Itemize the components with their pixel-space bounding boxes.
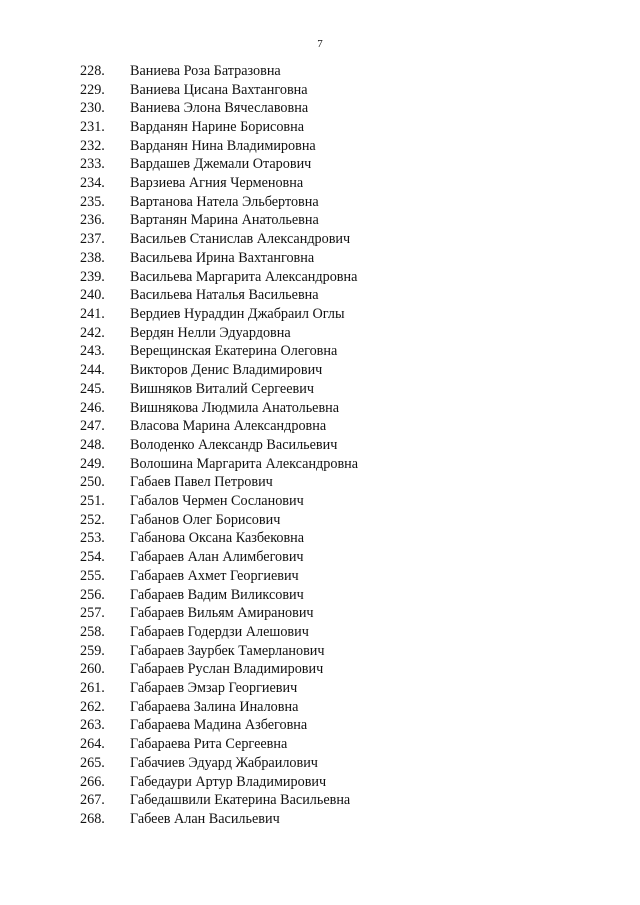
list-item-number: 235.	[80, 193, 105, 210]
list-item	[80, 249, 358, 268]
list-item-number: 255.	[80, 567, 105, 584]
list-item	[80, 62, 358, 81]
list-item-number: 240.	[80, 287, 105, 304]
list-item	[80, 810, 358, 829]
list-item-name: Габалов Чермен Сосланович	[130, 493, 304, 510]
name-list	[80, 62, 358, 829]
list-item	[80, 99, 358, 118]
list-item	[80, 642, 358, 661]
list-item	[80, 417, 358, 436]
list-item-number: 256.	[80, 586, 105, 603]
list-item	[80, 174, 358, 193]
list-item-number: 246.	[80, 399, 105, 416]
list-item-number: 265.	[80, 754, 105, 771]
list-item	[80, 343, 358, 362]
list-item	[80, 380, 358, 399]
list-item-number: 229.	[80, 81, 105, 98]
list-item-number: 254.	[80, 549, 105, 566]
list-item	[80, 773, 358, 792]
page-number: 7	[317, 38, 323, 50]
list-item-number: 236.	[80, 212, 105, 229]
list-item	[80, 361, 358, 380]
list-item-name: Габараева Залина Иналовна	[130, 698, 299, 715]
list-item-name: Габараева Мадина Азбеговна	[130, 717, 308, 734]
list-item-number: 245.	[80, 380, 105, 397]
list-item-name: Вишнякова Людмила Анатольевна	[130, 399, 340, 416]
list-item-name: Власова Марина Александровна	[130, 418, 327, 435]
list-item	[80, 604, 358, 623]
list-item	[80, 548, 358, 567]
list-item-number: 232.	[80, 137, 105, 154]
list-item-name: Варзиева Агния Черменовна	[130, 175, 304, 192]
list-item	[80, 511, 358, 530]
list-item-number: 244.	[80, 362, 105, 379]
list-item	[80, 698, 358, 717]
list-item-number: 248.	[80, 436, 105, 453]
list-item	[80, 567, 358, 586]
list-item-name: Вердян Нелли Эдуардовна	[130, 324, 291, 341]
list-item-name: Верещинская Екатерина Олеговна	[130, 343, 338, 360]
list-item-number: 243.	[80, 343, 105, 360]
list-item-number: 261.	[80, 680, 105, 697]
list-item-name: Вишняков Виталий Сергеевич	[130, 380, 314, 397]
list-item-name: Володенко Александр Васильевич	[130, 436, 338, 453]
list-item-number: 257.	[80, 605, 105, 622]
list-item-name: Габараев Вадим Виликсович	[130, 586, 304, 603]
list-item-name: Варданян Нарине Борисовна	[130, 118, 305, 135]
list-item-number: 247.	[80, 418, 105, 435]
list-item-name: Габараев Ахмет Георгиевич	[130, 567, 299, 584]
list-item-name: Варданян Нина Владимировна	[130, 137, 316, 154]
list-item-name: Габараев Руслан Владимирович	[130, 661, 324, 678]
list-item	[80, 492, 358, 511]
list-item	[80, 436, 358, 455]
list-item	[80, 735, 358, 754]
list-item	[80, 81, 358, 100]
list-item	[80, 717, 358, 736]
list-item-name: Васильева Ирина Вахтанговна	[130, 249, 315, 266]
list-item-number: 228.	[80, 62, 105, 79]
list-item	[80, 305, 358, 324]
list-item-number: 231.	[80, 118, 105, 135]
list-item	[80, 193, 358, 212]
list-item	[80, 473, 358, 492]
list-item	[80, 212, 358, 231]
list-item	[80, 754, 358, 773]
list-item-name: Габараев Эмзар Георгиевич	[130, 680, 298, 697]
list-item-number: 233.	[80, 156, 105, 173]
list-item-name: Ваниева Элона Вячеславовна	[130, 100, 309, 117]
list-item	[80, 661, 358, 680]
list-item-name: Васильева Наталья Васильевна	[130, 287, 319, 304]
list-item-number: 241.	[80, 305, 105, 322]
list-item-name: Волошина Маргарита Александровна	[130, 455, 359, 472]
list-item-number: 249.	[80, 455, 105, 472]
list-item-name: Ваниева Цисана Вахтанговна	[130, 81, 308, 98]
list-item	[80, 399, 358, 418]
list-item-name: Вартанова Натела Эльбертовна	[130, 193, 319, 210]
list-item-number: 264.	[80, 736, 105, 753]
list-item-name: Габедаури Артур Владимирович	[130, 773, 327, 790]
list-item	[80, 623, 358, 642]
list-item-name: Ваниева Роза Батразовна	[130, 62, 281, 79]
list-item	[80, 286, 358, 305]
list-item-number: 237.	[80, 231, 105, 248]
list-item-number: 266.	[80, 773, 105, 790]
list-item	[80, 455, 358, 474]
list-item-number: 250.	[80, 474, 105, 491]
list-item	[80, 118, 358, 137]
list-item-name: Габараев Вильям Амиранович	[130, 605, 314, 622]
list-item	[80, 137, 358, 156]
list-item-number: 230.	[80, 100, 105, 117]
list-item-number: 242.	[80, 324, 105, 341]
list-item-name: Габедашвили Екатерина Васильевна	[130, 792, 351, 809]
list-item-name: Габараев Годердзи Алешович	[130, 623, 309, 640]
list-item-number: 253.	[80, 530, 105, 547]
list-item-name: Габанов Олег Борисович	[130, 511, 281, 528]
list-item-name: Габанова Оксана Казбековна	[130, 530, 305, 547]
list-item	[80, 586, 358, 605]
list-item-name: Габачиев Эдуард Жабраилович	[130, 754, 318, 771]
list-item	[80, 530, 358, 549]
list-item-number: 239.	[80, 268, 105, 285]
list-item-name: Вардашев Джемали Отарович	[130, 156, 312, 173]
list-item-number: 234.	[80, 175, 105, 192]
list-item-number: 252.	[80, 511, 105, 528]
list-item	[80, 791, 358, 810]
list-item-name: Габараева Рита Сергеевна	[130, 736, 288, 753]
list-item-number: 258.	[80, 623, 105, 640]
list-item-name: Вердиев Нураддин Джабраил Оглы	[130, 305, 345, 322]
list-item-name: Габараев Заурбек Тамерланович	[130, 642, 325, 659]
list-item-name: Габаев Павел Петрович	[130, 474, 273, 491]
list-item-number: 251.	[80, 493, 105, 510]
list-item-number: 263.	[80, 717, 105, 734]
list-item-number: 262.	[80, 698, 105, 715]
list-item-number: 238.	[80, 249, 105, 266]
list-item	[80, 230, 358, 249]
list-item	[80, 324, 358, 343]
list-item	[80, 679, 358, 698]
list-item-name: Васильева Маргарита Александровна	[130, 268, 358, 285]
list-item-number: 267.	[80, 792, 105, 809]
list-item	[80, 156, 358, 175]
list-item-name: Габараев Алан Алимбегович	[130, 549, 304, 566]
list-item-number: 260.	[80, 661, 105, 678]
list-item-name: Вартанян Марина Анатольевна	[130, 212, 319, 229]
list-item	[80, 268, 358, 287]
list-item-name: Габеев Алан Васильевич	[130, 810, 280, 827]
list-item-number: 259.	[80, 642, 105, 659]
list-item-name: Викторов Денис Владимирович	[130, 362, 323, 379]
list-item-name: Васильев Станислав Александрович	[130, 231, 351, 248]
list-item-number: 268.	[80, 810, 105, 827]
